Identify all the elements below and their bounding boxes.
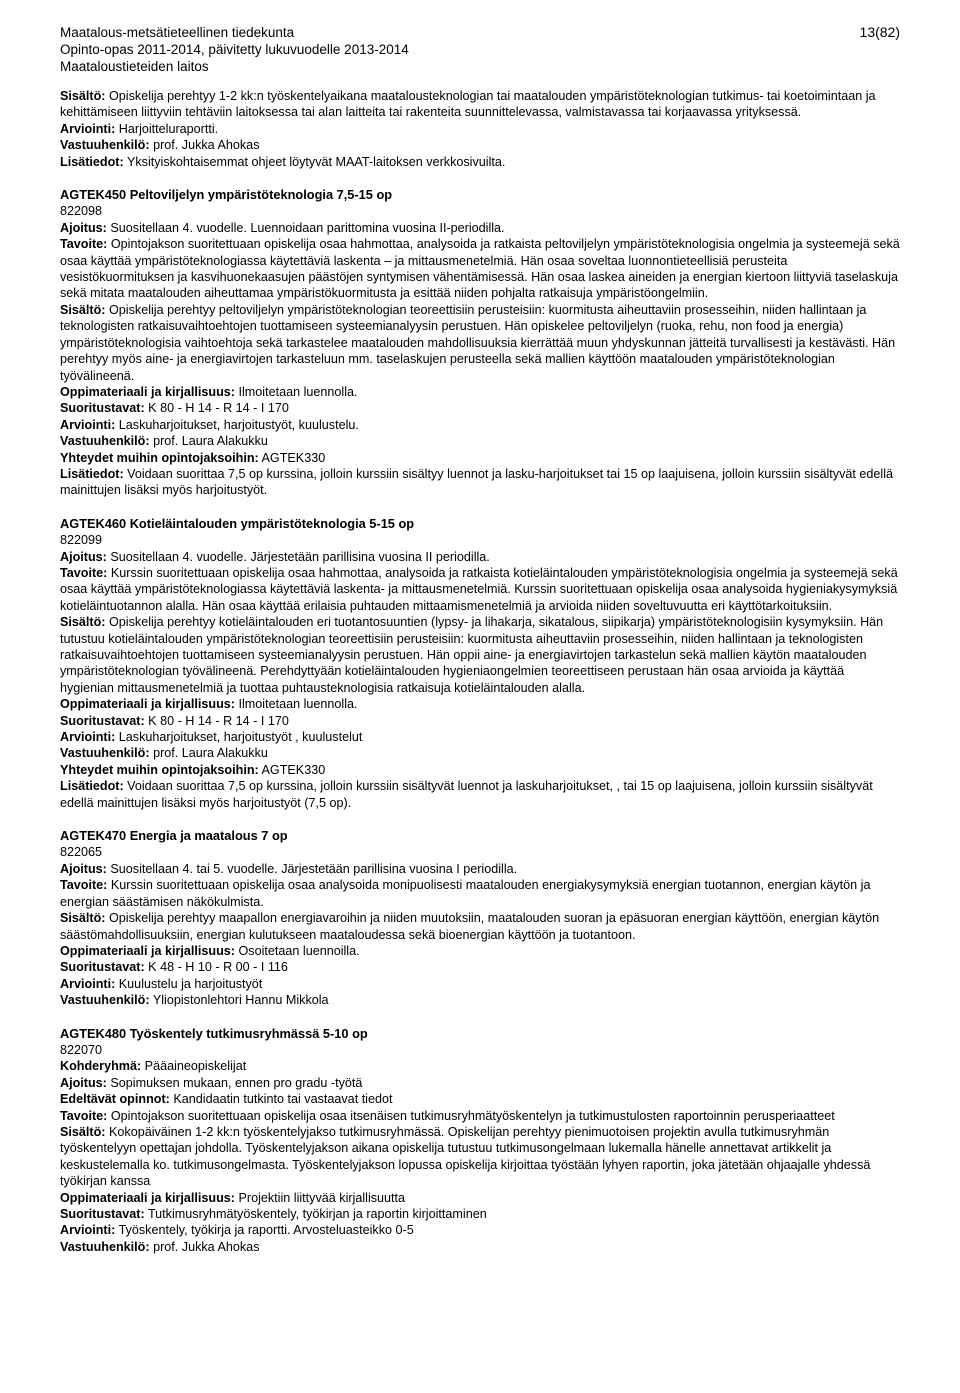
- page-header: [60, 24, 900, 75]
- field-lisatiedot: [60, 154, 900, 170]
- page-number: 13(82): [859, 24, 900, 40]
- field-label: Ajoitus:: [60, 220, 107, 235]
- field-vastuuhenkilo: [60, 1239, 900, 1255]
- field-value: AGTEK330: [261, 762, 326, 777]
- field-value: Sopimuksen mukaan, ennen pro gradu -työtä: [110, 1075, 363, 1090]
- field-label: Vastuuhenkilö:: [60, 993, 150, 1008]
- field-tavoite: [60, 877, 900, 910]
- field-label: Suoritustavat:: [60, 401, 145, 416]
- field-value: AGTEK330: [261, 450, 326, 465]
- field-label: Arviointi:: [60, 121, 116, 136]
- field-sisalto: [60, 1124, 900, 1190]
- field-value: Opiskelija perehtyy 1-2 kk:n työskentelyaikana maatalousteknologian tai maatalouden ympäristöteknologian tutkimus- tai koetoimintaan ja kehittämiseen liittyviin tehtäviin laitoksessa tai alan laitteita tai rakenteita suunnittelevassa, valmistavassa tai korjaavassa yrityksessä.: [60, 89, 876, 120]
- field-label: Suoritustavat:: [60, 713, 145, 728]
- field-vastuuhenkilo: [60, 137, 900, 153]
- field-label: Arviointi:: [60, 1223, 116, 1238]
- field-tavoite: [60, 236, 900, 302]
- field-label: Vastuuhenkilö:: [60, 746, 150, 761]
- course-code: 822098: [60, 204, 103, 219]
- course-code: 822099: [60, 533, 103, 548]
- field-value: K 80 - H 14 - R 14 - I 170: [148, 713, 289, 728]
- field-value: Opiskelija perehtyy kotieläintalouden eri tuotantosuuntien (lypsy- ja lihakarja, sikatalous, siipikarja) ympäristöteknologisiin kysymyksiin. Hän tutustuu kotieläintalouden ympäristöteknologian teoreettisiin perusteisiin: kuormitusta aiheuttaviin prosesseihin, niiden hallintaan ja teknologisten ratkaisuvaihtoehtojen tuottamiseen systeemianalyysin perustuen. Hän oppii aine- ja energiavirtojen tarkastelun sekä mallien käytön maatalouden ympäristöteknologian työvälineenä. Perehdyttyään kotieläintalouden hygieniaongelmien teoreettiseen perustaan hän osaa arvioida ja käyttää hygienian mittausmenetelmiä ja tuottaa puhtausteknologisia ratkaisuja kotieläintalouden alalla.: [60, 615, 884, 695]
- field-value: Ilmoitetaan luennolla.: [238, 697, 358, 712]
- field-arviointi: [60, 417, 900, 433]
- field-value: K 48 - H 10 - R 00 - I 116: [148, 960, 288, 975]
- field-value: Suositellaan 4. vuodelle. Järjestetään parillisina vuosina II periodilla.: [110, 549, 490, 564]
- field-value: Suositellaan 4. vuodelle. Luennoidaan parittomina vuosina II-periodilla.: [110, 220, 505, 235]
- field-label: Arviointi:: [60, 976, 116, 991]
- field-value: Opiskelija perehtyy maapallon energiavaroihin ja niiden muutoksiin, maatalouden suoran ja epäsuoran energian käyttöön, energian käytön säästömahdollisuuksiin, energian kulutukseen maataloudessa sekä bioenergian käyttöön ja tuotantoon.: [60, 911, 880, 942]
- guide-title: Opinto-opas 2011-2014, päivitetty lukuvuodelle 2013-2014: [60, 42, 409, 57]
- field-value: Kurssin suoritettuaan opiskelija osaa analysoida monipuolisesti maatalouden energiakysymyksiä energian tuotannon, energian käytön ja energian säästämisen näkökulmista.: [60, 878, 871, 909]
- field-value: Kurssin suoritettuaan opiskelija osaa hahmottaa, analysoida ja ratkaista kotieläintalouden ympäristöteknologisia ongelmia ja systeemejä sekä osaa käyttää ympäristöteknologiassa käytettäviä laskenta- ja mittausmenetelmiä. Kurssin suoritettuaan opiskelija osaa analysoida hygieniakysymyksiä kotieläintuotannon alalla. Hän osaa käyttää erilaisia puhtauden mittaamismenetelmiä ja arvioida niiden soveltuvuutta eri käyttötarkoituksiin.: [60, 565, 898, 613]
- course-agtek480: [60, 1026, 900, 1256]
- department-name: Maataloustieteiden laitos: [60, 59, 209, 74]
- field-arviointi: [60, 729, 900, 745]
- field-value: Ilmoitetaan luennolla.: [238, 384, 358, 399]
- course-title: AGTEK470 Energia ja maatalous 7 op: [60, 828, 288, 844]
- field-oppimateriaali: [60, 384, 900, 400]
- field-ajoitus: [60, 861, 900, 877]
- field-label: Yhteydet muihin opintojaksoihin:: [60, 450, 259, 465]
- field-lisatiedot: [60, 466, 900, 499]
- field-sisalto: [60, 88, 900, 121]
- field-label: Vastuuhenkilö:: [60, 1239, 150, 1254]
- field-value: Laskuharjoitukset, harjoitustyöt , kuulustelut: [118, 730, 363, 745]
- field-label: Arviointi:: [60, 417, 116, 432]
- field-label: Oppimateriaali ja kirjallisuus:: [60, 1190, 235, 1205]
- field-value: K 80 - H 14 - R 14 - I 170: [148, 401, 289, 416]
- field-label: Arviointi:: [60, 730, 116, 745]
- document-body: [60, 88, 900, 1255]
- course-title: AGTEK460 Kotieläintalouden ympäristöteknologia 5-15 op: [60, 515, 415, 531]
- field-label: Sisältö:: [60, 302, 106, 317]
- field-label: Ajoitus:: [60, 861, 107, 876]
- field-ajoitus: [60, 1075, 900, 1091]
- field-oppimateriaali: [60, 1190, 900, 1206]
- intro-section: [60, 88, 900, 170]
- field-value: Pääaineopiskelijat: [144, 1059, 247, 1074]
- field-label: Lisätiedot:: [60, 154, 124, 169]
- field-label: Suoritustavat:: [60, 1207, 145, 1221]
- field-lisatiedot: [60, 778, 900, 811]
- field-value: Harjoitteluraportti.: [118, 121, 219, 136]
- field-value: Kokopäiväinen 1-2 kk:n työskentelyjakso tutkimusryhmässä. Opiskelijan perehtyy pienimuotoisen projektin avulla tutkimusryhmän työskentelyyn opettajan johdolla. Työskentelyjakson aikana opiskelija tutustuu tutkimusongelmaan lukemalla hänelle annettavat artikkelit ja keskustelemalla ko. tutkimusongelmasta. Työskentelyjakson lopussa opiskelija kirjoittaa työstään lyhyen raportin, joka jätetään ohjaajalle yhdessä työkirjan kanssa: [60, 1124, 871, 1189]
- field-sisalto: [60, 302, 900, 384]
- field-label: Tavoite:: [60, 1108, 108, 1123]
- field-ajoitus: [60, 549, 900, 565]
- course-title: AGTEK450 Peltoviljelyn ympäristöteknologia 7,5-15 op: [60, 187, 393, 203]
- field-value: Osoitetaan luennoilla.: [238, 943, 360, 958]
- field-value: prof. Jukka Ahokas: [153, 138, 260, 153]
- field-label: Vastuuhenkilö:: [60, 434, 150, 449]
- field-arviointi: [60, 121, 900, 137]
- course-code: 822070: [60, 1042, 103, 1057]
- field-label: Oppimateriaali ja kirjallisuus:: [60, 697, 235, 712]
- field-vastuuhenkilo: [60, 745, 900, 761]
- field-sisalto: [60, 614, 900, 696]
- field-label: Kohderyhmä:: [60, 1059, 142, 1074]
- field-value: Voidaan suorittaa 7,5 op kurssina, jolloin kurssiin sisältyvät luennot ja laskuharjoitukset, , tai 15 op laajuisena, jolloin kurssiin sisältyvät edellä mainittujen lisäksi myös harjoitustyöt (7,5 op).: [60, 779, 873, 810]
- field-value: Opintojakson suoritettuaan opiskelija osaa hahmottaa, analysoida ja ratkaista peltoviljelyn ympäristöteknologisia ongelmia ja systeemejä sekä osaa käyttää ympäristöteknologiassa käytettäviä laskenta – ja mittausmenetelmiä. Hän osaa soveltaa luonnontieteellisiä perusteita vesistökuormituksen ja kasvihuonekaasujen päästöjen syntymisen vähentämisessä. Hän osaa laskea aineiden ja energian kiertoon liittyviä taselaskuja sekä mitata maatalouden aiheuttamaa ympäristökuormitusta ja esittää niiden pohjalta ratkaisuja ympäristöongelmiin.: [60, 237, 900, 301]
- field-value: Yksityiskohtaisemmat ohjeet löytyvät MAAT-laitoksen verkkosivuilta.: [126, 154, 506, 169]
- field-value: Projektiin liittyvää kirjallisuutta: [238, 1190, 406, 1205]
- course-agtek470: [60, 828, 900, 1008]
- course-title: AGTEK480 Työskentely tutkimusryhmässä 5-10 op: [60, 1025, 368, 1041]
- field-value: Laskuharjoitukset, harjoitustyöt, kuulustelu.: [118, 417, 359, 432]
- faculty-name: Maatalous-metsätieteellinen tiedekunta: [60, 25, 295, 40]
- field-label: Sisältö:: [60, 1124, 106, 1139]
- field-label: Lisätiedot:: [60, 779, 124, 794]
- field-yhteydet: [60, 450, 900, 466]
- field-label: Sisältö:: [60, 911, 106, 926]
- field-edeltavat-opinnot: [60, 1091, 900, 1107]
- field-label: Vastuuhenkilö:: [60, 138, 150, 153]
- field-kohderyhma: [60, 1058, 900, 1074]
- field-value: Työskentely, työkirja ja raportti. Arvosteluasteikko 0-5: [118, 1223, 414, 1238]
- field-value: Suositellaan 4. tai 5. vuodelle. Järjestetään parillisina vuosina I periodilla.: [110, 861, 518, 876]
- field-label: Suoritustavat:: [60, 960, 145, 975]
- field-value: prof. Laura Alakukku: [153, 746, 268, 761]
- field-label: Tavoite:: [60, 878, 108, 893]
- field-label: Yhteydet muihin opintojaksoihin:: [60, 762, 259, 777]
- field-value: Kandidaatin tutkinto tai vastaavat tiedot: [173, 1092, 393, 1107]
- field-value: Voidaan suorittaa 7,5 op kurssina, jolloin kurssiin sisältyy luennot ja lasku-harjoitukset tai 15 op laajuisena, jolloin kurssiin sisältyvät edellä mainittujen lisäksi myös harjoitustyöt.: [60, 466, 894, 498]
- field-suoritustavat: [60, 959, 900, 975]
- field-label: Ajoitus:: [60, 1075, 107, 1090]
- field-value: Tutkimusryhmätyöskentely, työkirjan ja raportin kirjoittaminen: [147, 1207, 487, 1221]
- field-oppimateriaali: [60, 696, 900, 712]
- field-label: Tavoite:: [60, 237, 108, 252]
- field-ajoitus: [60, 220, 900, 236]
- field-value: prof. Jukka Ahokas: [153, 1239, 260, 1254]
- field-suoritustavat: [60, 713, 900, 729]
- field-label: Edeltävät opinnot:: [60, 1092, 170, 1107]
- field-vastuuhenkilo: [60, 433, 900, 449]
- field-label: Sisältö:: [60, 615, 106, 630]
- field-label: Sisältö:: [60, 89, 106, 103]
- field-label: Ajoitus:: [60, 549, 107, 564]
- field-vastuuhenkilo: [60, 992, 900, 1008]
- course-agtek450: [60, 187, 900, 499]
- field-label: Oppimateriaali ja kirjallisuus:: [60, 943, 235, 958]
- field-tavoite: [60, 565, 900, 614]
- field-tavoite: [60, 1108, 900, 1124]
- field-yhteydet: [60, 762, 900, 778]
- field-oppimateriaali: [60, 943, 900, 959]
- field-label: Lisätiedot:: [60, 466, 124, 481]
- field-label: Oppimateriaali ja kirjallisuus:: [60, 384, 235, 399]
- course-agtek460: [60, 516, 900, 811]
- field-arviointi: [60, 976, 900, 992]
- field-value: Kuulustelu ja harjoitustyöt: [118, 976, 263, 991]
- field-value: Opiskelija perehtyy peltoviljelyn ympäristöteknologian teoreettisiin perusteisiin: kuormitusta aiheuttaviin prosesseihin, niiden hallintaan ja teknologisten ratkaisuvaihtoehtojen tuottamiseen systeemianalyysin perustuen. Hän opiskelee peltoviljelyn (ruoka, rehu, non food ja energia) ympäristöteknologisia vaihtoehtoja sekä tarkastelee maatalouden mahdollisuuksia kierrättää muun yhdyskunnan jätteitä turvallisesti ja kestävästi. Hän perehtyy myös aine- ja energiavirtojen tarkasteluun mm. taselaskujen perusteella sekä mallien käyttöön maatalouden ympäristöteknologian työvälineenä.: [60, 302, 896, 383]
- field-sisalto: [60, 910, 900, 943]
- field-suoritustavat: [60, 400, 900, 416]
- field-value: Yliopistonlehtori Hannu Mikkola: [152, 993, 329, 1008]
- field-suoritustavat: [60, 1206, 900, 1222]
- field-value: prof. Laura Alakukku: [153, 434, 268, 449]
- course-code: 822065: [60, 845, 103, 860]
- field-label: Tavoite:: [60, 565, 108, 580]
- field-arviointi: [60, 1222, 900, 1238]
- field-value: Opintojakson suoritettuaan opiskelija osaa itsenäisen tutkimusryhmätyöskentelyn ja tutkimustulosten raportoinnin perusperiaatteet: [110, 1108, 835, 1123]
